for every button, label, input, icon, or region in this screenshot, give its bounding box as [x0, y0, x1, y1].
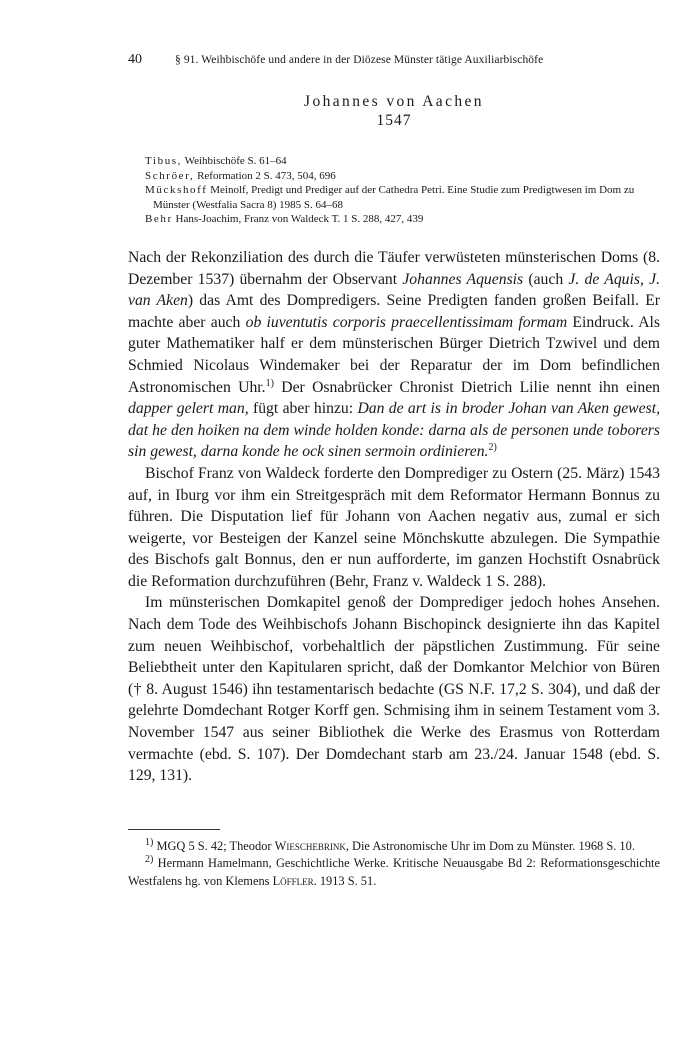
footnote-2 [128, 855, 660, 890]
bibliography [128, 154, 660, 227]
text-run: MGQ 5 S. 42; Theodor [153, 838, 275, 853]
italic-quote: dapper gelert man [128, 400, 245, 418]
bibliography-text: Weihbischöfe S. 61–64 [182, 155, 287, 167]
text-run: , fügt aber hinzu: [244, 400, 358, 418]
italic-name: J. de Aquis, J. van Aken [128, 270, 660, 310]
footnote-1 [128, 838, 660, 856]
page-number: 40 [128, 52, 142, 67]
text-run: , Die Astronomische Uhr im Dom zu Münster. 1968 S. 10. [345, 838, 635, 853]
text-run: ) das Amt des Dompredigers. Seine Predigten fanden großen Beifall. Er machte aber auch [128, 292, 661, 331]
italic-quote: ob iuventutis corporis praecellentissimam formam [245, 313, 568, 331]
bibliography-author: Mückshoff [145, 184, 208, 197]
heading-name: Johannes von Aachen [304, 93, 484, 110]
paragraph-1 [128, 247, 660, 463]
author-name: Löffler [272, 873, 314, 888]
body-text [128, 247, 660, 787]
bibliography-entry [145, 154, 660, 169]
paragraph-2: Bischof Franz von Waldeck forderte den Domprediger zu Ostern (25. März) 1543 auf, in Iburg vor ihm ein Streitgespräch mit dem Reformator Hermann Bonnus zu führen. Die Disputation lief für Johann von Aachen negativ aus, zumal er sich weigerte, vor Besteigen der Kanzel seine Mönchskutte abzulegen. Die Sympathie des Bischofs galt Bonnus, den er nun aufforderte, im ganzen Hochstift Osnabrück die Reformation durchzuführen (Behr, Franz v. Waldeck 1 S. 288). [128, 464, 660, 590]
heading-year: 1547 [376, 112, 412, 129]
text-run: Nach der Rekonziliation des durch die Täufer verwüsteten münsterischen Doms (8. Dezember 1537) übernahm der Observant [128, 248, 660, 288]
italic-name: Johannes Aquensis [402, 270, 524, 288]
bibliography-text: Hans-Joachim, Franz von Waldeck T. 1 S. 288, 427, 439 [172, 213, 424, 226]
text-run: . 1913 S. 51. [313, 873, 377, 888]
footnote-divider [128, 829, 220, 830]
bibliography-entry [145, 169, 660, 184]
text-run: Der Osnabrücker Chronist Dietrich Lilie nennt ihn einen [273, 378, 661, 396]
footnotes [128, 838, 660, 891]
author-name: Wieschebrink [274, 838, 346, 853]
chapter-heading [128, 92, 660, 130]
bibliography-entry [145, 212, 660, 227]
book-page [128, 52, 660, 890]
bibliography-text: Reformation 2 S. 473, 504, 696 [194, 169, 336, 182]
italic-quote: Dan de art is in broder Johan van Aken gewest, dat he den hoiken na dem winde holden konde: darna als de personen unde toborers sin gewest, darna konde he ock sinen sermoin ordinieren. [128, 400, 660, 461]
bibliography-author: Schröer, [145, 169, 195, 182]
text-run: Eindruck. Als guter Mathematiker half er dem münsterischen Bürger Dietrich Tzwivel und dem Schmied Nicolaus Windemaker bei der Reparatur der im Dom befindlichen Astronomischen Uhr. [128, 313, 660, 396]
footnote-mark: 2) [145, 854, 154, 866]
running-title: § 91. Weihbischöfe und andere in der Diözese Münster tätige Auxiliarbischöfe [175, 54, 544, 66]
bibliography-author: Tibus, [145, 155, 183, 167]
text-run: (auch [523, 270, 569, 288]
bibliography-entry [145, 183, 660, 212]
footnote-marker: 1) [265, 377, 274, 389]
bibliography-text: Meinolf, Predigt und Prediger auf der Cathedra Petri. Eine Studie zum Predigtwesen im Dom zu Münster (Westfalia Sacra 8) 1985 S. 64–68 [153, 184, 635, 211]
bibliography-author: Behr [145, 213, 173, 226]
paragraph-3: Im münsterischen Domkapitel genoß der Domprediger jedoch hohes Ansehen. Nach dem Tode des Weihbischofs Johann Bischopinck designierte ihn das Kapitel zum neuen Weihbischof, vorbehaltlich der päpstlichen Zustimmung. Für seine Beliebtheit unter den Kapitularen spricht, daß der Domkantor Melchior von Büren († 8. August 1546) ihn testamentarisch bedachte (GS N.F. 17,2 S. 304), und daß der gelehrte Domdechant Rotger Korff gen. Schmising ihm in seinem Testament vom 3. November 1547 aus seiner Bibliothek die Werke des Erasmus von Rotterdam vermachte (ebd. S. 107). Der Domdechant starb am 23./24. Januar 1548 (ebd. S. 129, 131). [128, 594, 660, 785]
footnote-marker: 2) [488, 442, 497, 454]
footnote-mark: 1) [145, 836, 154, 848]
running-head [128, 52, 660, 74]
text-run: Hermann Hamelmann, Geschichtliche Werke. Kritische Neuausgabe Bd 2: Reformationsgeschichte Westfalens hg. von Klemens [128, 856, 660, 888]
